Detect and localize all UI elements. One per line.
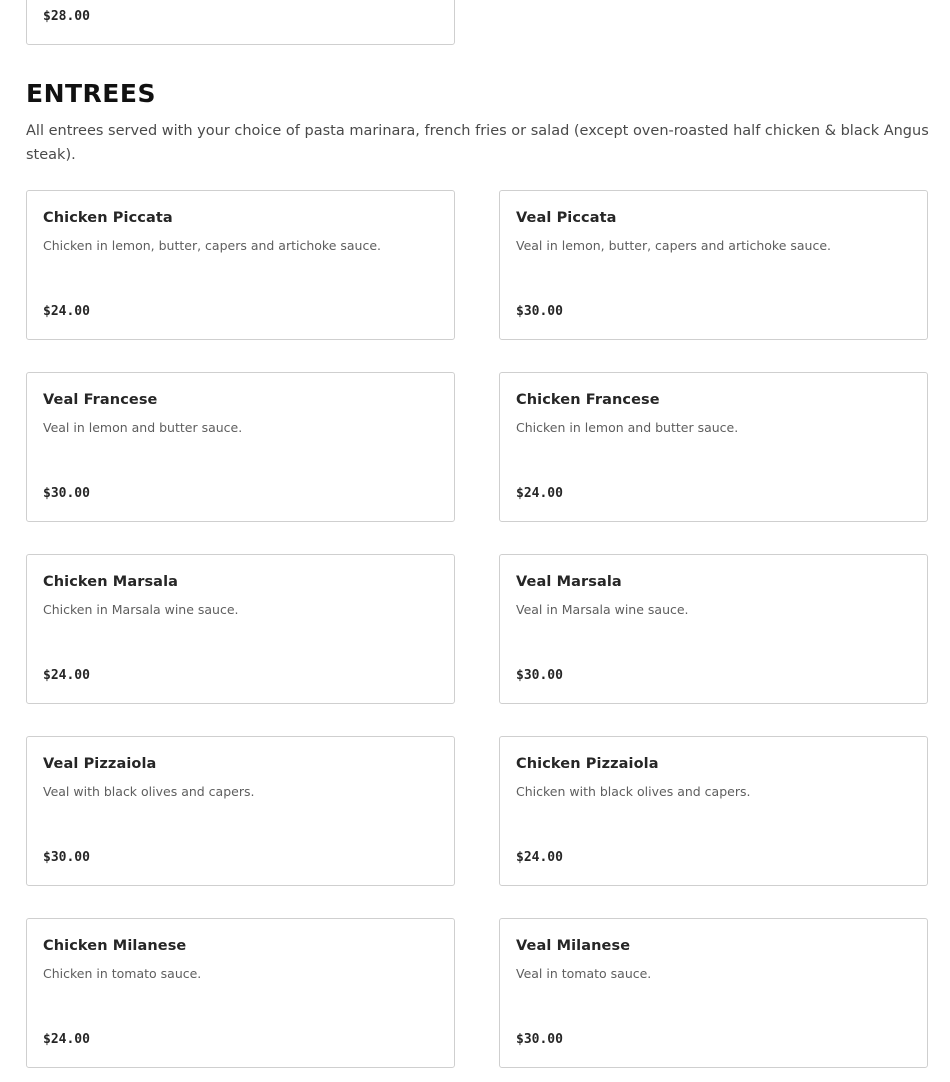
menu-item-name: Chicken Milanese xyxy=(43,938,187,954)
menu-item-description: Chicken in tomato sauce. xyxy=(43,966,202,981)
menu-item-description: Veal in tomato sauce. xyxy=(516,966,652,981)
section-title: ENTREES xyxy=(26,79,156,108)
menu-item-card[interactable] xyxy=(499,372,928,522)
menu-item-card[interactable] xyxy=(499,190,928,340)
menu-item-price: $24.00 xyxy=(43,1032,90,1047)
menu-item-description: Veal in lemon, butter, capers and artichoke sauce. xyxy=(516,238,832,253)
menu-item-description: Chicken in Marsala wine sauce. xyxy=(43,602,239,617)
menu-item-price: $30.00 xyxy=(516,304,563,319)
menu-item-price: $24.00 xyxy=(43,304,90,319)
menu-item-card[interactable] xyxy=(26,0,455,45)
menu-item-name: Chicken Piccata xyxy=(43,210,173,226)
menu-item-description: Chicken with black olives and capers. xyxy=(516,784,751,799)
menu-item-price: $24.00 xyxy=(516,486,563,501)
menu-item-card[interactable] xyxy=(26,372,455,522)
menu-item-card[interactable] xyxy=(26,736,455,886)
menu-item-price: $30.00 xyxy=(516,1032,563,1047)
menu-item-name: Veal Francese xyxy=(43,392,158,408)
menu-item-description: Veal with black olives and capers. xyxy=(43,784,255,799)
menu-item-price: $30.00 xyxy=(516,668,563,683)
menu-item-name: Veal Marsala xyxy=(516,574,622,590)
menu-item-description: Chicken in lemon and butter sauce. xyxy=(516,420,739,435)
menu-item-description: Chicken in lemon, butter, capers and artichoke sauce. xyxy=(43,238,382,253)
menu-item-price: $24.00 xyxy=(43,668,90,683)
menu-item-card[interactable] xyxy=(26,918,455,1068)
menu-item-card[interactable] xyxy=(26,554,455,704)
menu-item-name: Chicken Francese xyxy=(516,392,660,408)
menu-item-name: Veal Piccata xyxy=(516,210,617,226)
menu-item-card[interactable] xyxy=(499,554,928,704)
menu-item-price: $30.00 xyxy=(43,850,90,865)
menu-item-description: Veal in lemon and butter sauce. xyxy=(43,420,243,435)
menu-item-name: Veal Pizzaiola xyxy=(43,756,157,772)
menu-item-name: Veal Milanese xyxy=(516,938,631,954)
section-description: All entrees served with your choice of pasta marinara, french fries or salad (except oven-roasted half chicken & black Angus steak). xyxy=(26,123,929,163)
menu-item-description: Veal in Marsala wine sauce. xyxy=(516,602,689,617)
menu-item-price: $28.00 xyxy=(43,9,90,24)
menu-item-price: $24.00 xyxy=(516,850,563,865)
menu-item-name: Chicken Pizzaiola xyxy=(516,756,659,772)
menu-item-price: $30.00 xyxy=(43,486,90,501)
menu-item-card[interactable] xyxy=(26,190,455,340)
menu-item-card[interactable] xyxy=(499,918,928,1068)
menu-item-card[interactable] xyxy=(499,736,928,886)
menu-item-name: Chicken Marsala xyxy=(43,574,179,590)
